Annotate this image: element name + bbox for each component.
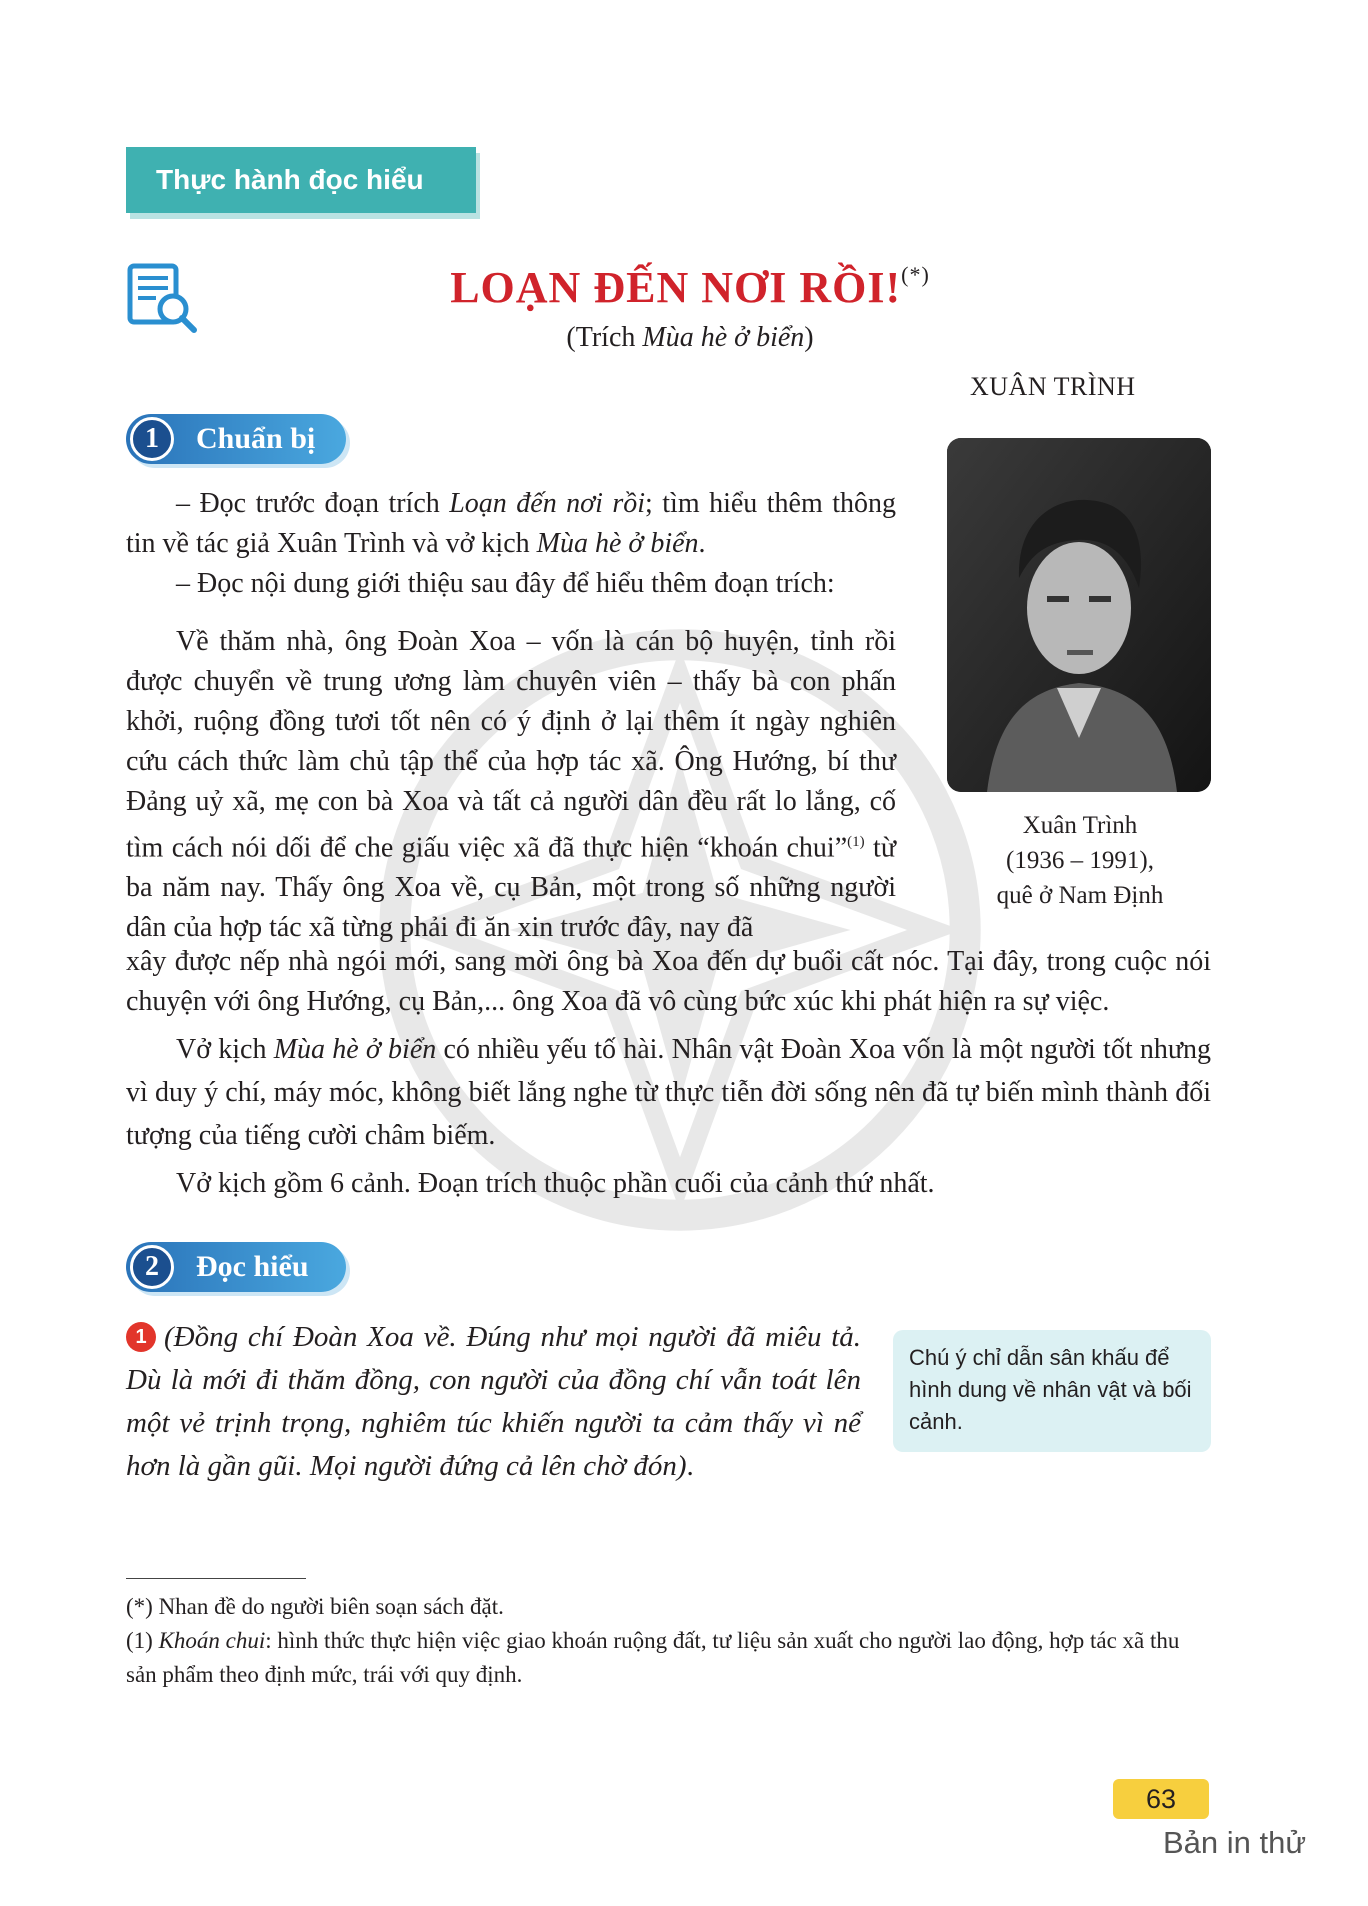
footnote-1: (*) Nhan đề do người biên soạn sách đặt. (126, 1594, 504, 1619)
page-number: 63 (1113, 1779, 1209, 1819)
story-a-text: Về thăm nhà, ông Đoàn Xoa – vốn là cán bộ huyện, tỉnh rồi được chuyển về trung ương làm chuyên viên – thấy bà con phấn khởi, ruộng đồng tươi tốt nên có ý định ở lại thêm ít ngày nghiên cứu cách thức làm chủ tập thể của hợp tác xã. Ông Hướng, bí thư Đảng uỷ xã, mẹ con bà Xoa và tất cả người dân đều rất lo lắng, cố tìm cách nói dối để che giấu việc xã đã thực hiện “khoán chui” (126, 626, 896, 864)
humor-c: có nhiều yếu tố hài. Nhân vật Đoàn Xoa vốn là một người tốt nhưng vì duy ý chí, máy móc, không biết lắng nghe từ thực tiễn đời sống nên đã tự biến mình thành đối tượng của tiếng cười châm biếm. (126, 1034, 1212, 1151)
reading-passage (126, 1316, 861, 1488)
scenes-paragraph: Vở kịch gồm 6 cảnh. Đoạn trích thuộc phần cuối của cảnh thứ nhất. (176, 1168, 935, 1199)
intro-line-1 (126, 484, 896, 564)
section-tag: Thực hành đọc hiểu (126, 147, 476, 213)
page-title (380, 262, 1000, 313)
story-part-b: xây được nếp nhà ngói mới, sang mời ông bà Xoa đến dự buổi cất nóc. Tại đây, trong cuộc nói chuyện với ông Hướng, cụ Bản,... ông Xoa đã vô cùng bức xúc khi phát hiện ra sự việc. (126, 946, 1211, 1017)
subtitle-prefix: (Trích (566, 322, 643, 353)
heading-prepare-label: Chuẩn bị (196, 422, 316, 455)
reading-text: (Đồng chí Đoàn Xoa về. Đúng như mọi người đã miêu tả. Dù là mới đi thăm đồng, con người của đồng chí vẫn toát lên một vẻ trịnh trọng, nghiêm túc khiến người ta cảm thấy vì nể hơn là gần gũi. Mọi người đứng cả lên chờ đón) (126, 1321, 861, 1482)
subtitle (380, 322, 1000, 354)
reading-end: . (686, 1450, 694, 1482)
subtitle-suffix: ) (804, 322, 814, 353)
heading-prepare (126, 414, 346, 464)
heading-reading (126, 1242, 346, 1292)
heading-prepare-number: 1 (130, 417, 174, 461)
story-part-a (126, 622, 896, 948)
intro-1e: . (698, 528, 706, 559)
reading-badge: 1 (126, 1322, 156, 1352)
proof-label: Bản in thử (1163, 1825, 1307, 1860)
story-a-end: từ ba năm nay. Thấy ông Xoa về, cụ Bản, một trong số những người dân của hợp tác xã từng phải đi ăn xin trước đây, nay đã (126, 832, 896, 944)
heading-reading-label: Đọc hiểu (196, 1250, 309, 1283)
title-mark: (*) (901, 262, 930, 287)
photo-caption (960, 808, 1200, 913)
intro-1a: – Đọc trước đoạn trích (176, 488, 450, 519)
humor-paragraph (126, 1028, 1211, 1157)
author-name: XUÂN TRÌNH (970, 372, 1136, 401)
document-search-icon (126, 262, 200, 336)
note-box: Chú ý chỉ dẫn sân khấu để hình dung về nhân vật và bối cảnh. (893, 1330, 1211, 1452)
caption-hometown: quê ở Nam Định (996, 882, 1164, 909)
title-text: LOẠN ĐẾN NƠI RỒI! (450, 263, 902, 312)
fn2-term: Khoán chui (158, 1628, 266, 1653)
fn2-text: : hình thức thực hiện việc giao khoán ruộng đất, tư liệu sản xuất cho người lao động, hợp tác xã thu sản phẩm theo định mức, trái với quy định. (126, 1628, 1180, 1687)
intro-line-2: – Đọc nội dung giới thiệu sau đây để hiểu thêm đoạn trích: (176, 568, 835, 599)
fn2-label: (1) (126, 1628, 159, 1653)
subtitle-work: Mùa hè ở biển (642, 322, 805, 353)
footnote-ref-1: (1) (847, 834, 865, 850)
prepare-intro (126, 484, 896, 604)
humor-b: Mùa hè ở biển (273, 1034, 437, 1065)
humor-a: Vở kịch (176, 1034, 274, 1065)
intro-1c: ; tìm hiểu thêm thông tin về tác giả Xuân Trình và vở kịch (126, 488, 896, 559)
footnote-divider (126, 1578, 306, 1579)
footnote-2 (126, 1624, 1211, 1692)
intro-1d: Mùa hè ở biển (536, 528, 699, 559)
footnotes (126, 1590, 1211, 1692)
heading-reading-number: 2 (130, 1245, 174, 1289)
caption-name: Xuân Trình (1022, 812, 1138, 839)
intro-1b: Loạn đến nơi rồi (449, 488, 646, 519)
author-photo (947, 438, 1211, 792)
caption-years: (1936 – 1991), (1006, 847, 1154, 874)
